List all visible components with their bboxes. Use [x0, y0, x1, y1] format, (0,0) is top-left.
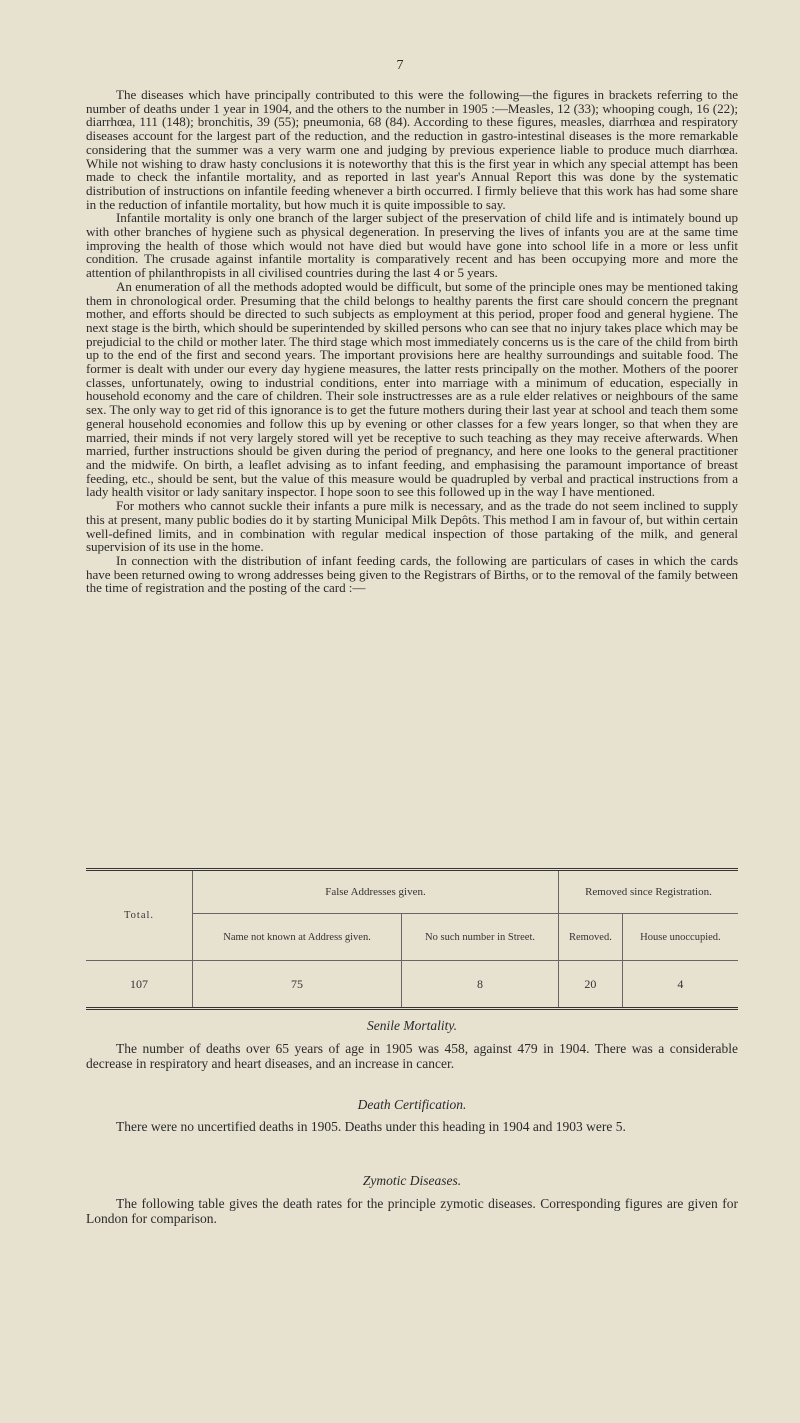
- heading-senile-mortality: Senile Mortality.: [367, 1018, 457, 1033]
- header-no-such-number: No such number in Street.: [402, 914, 559, 961]
- cell-total: 107: [86, 961, 193, 1009]
- header-house-unoccupied: House unoccupied.: [622, 914, 738, 961]
- header-name-not-known: Name not known at Address given.: [193, 914, 402, 961]
- cell-name-not-known: 75: [193, 961, 402, 1009]
- paragraph-feeding-cards: In connection with the distribution of infant feeding cards, the following are particulars of cases in which the cards have been returned owing to wrong addresses being given to the Registrars of Births, or to the removal of the family between the time of registration and the posting of the card :—: [86, 552, 738, 596]
- paragraph-methods: An enumeration of all the methods adopted would be difficult, but some of the principle ones may be mentioned taking them in chronological order. Presuming that the child belongs to healthy parents the first care should concern the pregnant mother, and efforts should be directed to such subjects as employment at this period, proper food and general hygiene. The next stage is the birth, which should be superintended by skilled persons who can see that no injury takes place which may be prejudicial to the child or mother later. The third stage which most immediately concerns us is the care of the child from birth up to the end of the first and second years. The important provisions here are healthy surroundings and suitable food. The former is dealt with under our every day hygiene measures, the latter rests principally on the mother. Mothers of the poorer classes, unfortunately, owing to industrial conditions, enter into marriage with a minimum of education, especially in household economy and the care of children. Their sole instructresses are as a rule elder relatives or neighbours of the same sex. The only way to get rid of this ignorance is to get the future mothers during their last year at school and teach them some general household economies and follow this up by evening or other classes for a few years longer, so that when they are married, their minds if not very largely stored will yet be receptive to such teaching as they may receive afterwards. When married, further instructions should be given during the period of pregnancy, and here one looks to the general practitioner and the midwife. On birth, a leaflet advising as to infant feeding, and emphasising the paramount importance of breast feeding, etc., should be sent, but the value of this measure would be quadrupled by verbal and practical instructions from a lady health visitor or lady sanitary inspector. I hope soon to see this followed up in the way I have mentioned.: [86, 278, 738, 500]
- cell-removed: 20: [558, 961, 622, 1009]
- body-text: [86, 88, 738, 595]
- table-row: [86, 961, 738, 1009]
- paragraph-death-certification: There were no uncertified deaths in 1905. Deaths under this heading in 1904 and 1903 were 5.: [116, 1119, 626, 1134]
- paragraph-senile-mortality: The number of deaths over 65 years of age in 1905 was 458, against 479 in 1904. There was a considerable decrease in respiratory and heart diseases, and an increase in cancer.: [86, 1041, 738, 1071]
- header-removed-since-registration: Removed since Registration.: [558, 870, 738, 914]
- cell-no-such-number: 8: [402, 961, 559, 1009]
- page-number: 7: [396, 58, 404, 73]
- paragraph-zymotic-diseases: The following table gives the death rates for the principle zymotic diseases. Corresponding figures are given for London for comparison.: [86, 1196, 738, 1226]
- cell-house-unoccupied: 4: [622, 961, 738, 1009]
- header-removed: Removed.: [558, 914, 622, 961]
- header-total: Total.: [123, 910, 155, 921]
- heading-zymotic-diseases: Zymotic Diseases.: [362, 1173, 462, 1188]
- paragraph-diseases: The diseases which have principally contributed to this were the following—the figures in brackets referring to the number of deaths under 1 year in 1904, and the others to the number in 1905 :—Measles, 12 (33); whooping cough, 16 (22); diarrhœa, 111 (148); bronchitis, 39 (55); pneumonia, 68 (84). According to these figures, measles, diarrhœa and respiratory diseases account for the largest part of the reduction, and the reduction in gastro-intestinal diseases is the more remarkable considering that the summer was a very warm one and judging by previous experience liable to produce much diarrhœa. While not wishing to draw hasty conclusions it is noteworthy that this is the first year in which any special attempt has been made to check the infantile mortality, and as reported in last year's Annual Report this was done by the systematic distribution of instructions on infantile feeding whenever a birth occurred. I firmly believe that this work has had some share in the reduction of infantile mortality, but how much it is quite impossible to say.: [86, 87, 738, 212]
- heading-death-certification: Death Certification.: [357, 1097, 467, 1112]
- header-false-addresses: False Addresses given.: [193, 870, 559, 914]
- returned-cards-table: [86, 868, 738, 1010]
- paragraph-milk-depots: For mothers who cannot suckle their infants a pure milk is necessary, and as the trade do not seem inclined to supply this at present, many public bodies do it by starting Municipal Milk Depôts. This method I am in favour of, but within certain well-defined limits, and in combination with regular medical inspection of those partaking of the milk, and general supervision of its use in the home.: [86, 498, 738, 555]
- paragraph-infantile-mortality: Infantile mortality is only one branch of the larger subject of the preservation of child life and is intimately bound up with other branches of hygiene such as physical degeneration. In preserving the lives of infants you are at the same time improving the health of those which would not have died but would have gone into school life in a more or less unfit condition. The crusade against infantile mortality is comparatively recent and has been occupying more and more the attention of philanthropists in all civilised countries during the last 4 or 5 years.: [86, 210, 738, 281]
